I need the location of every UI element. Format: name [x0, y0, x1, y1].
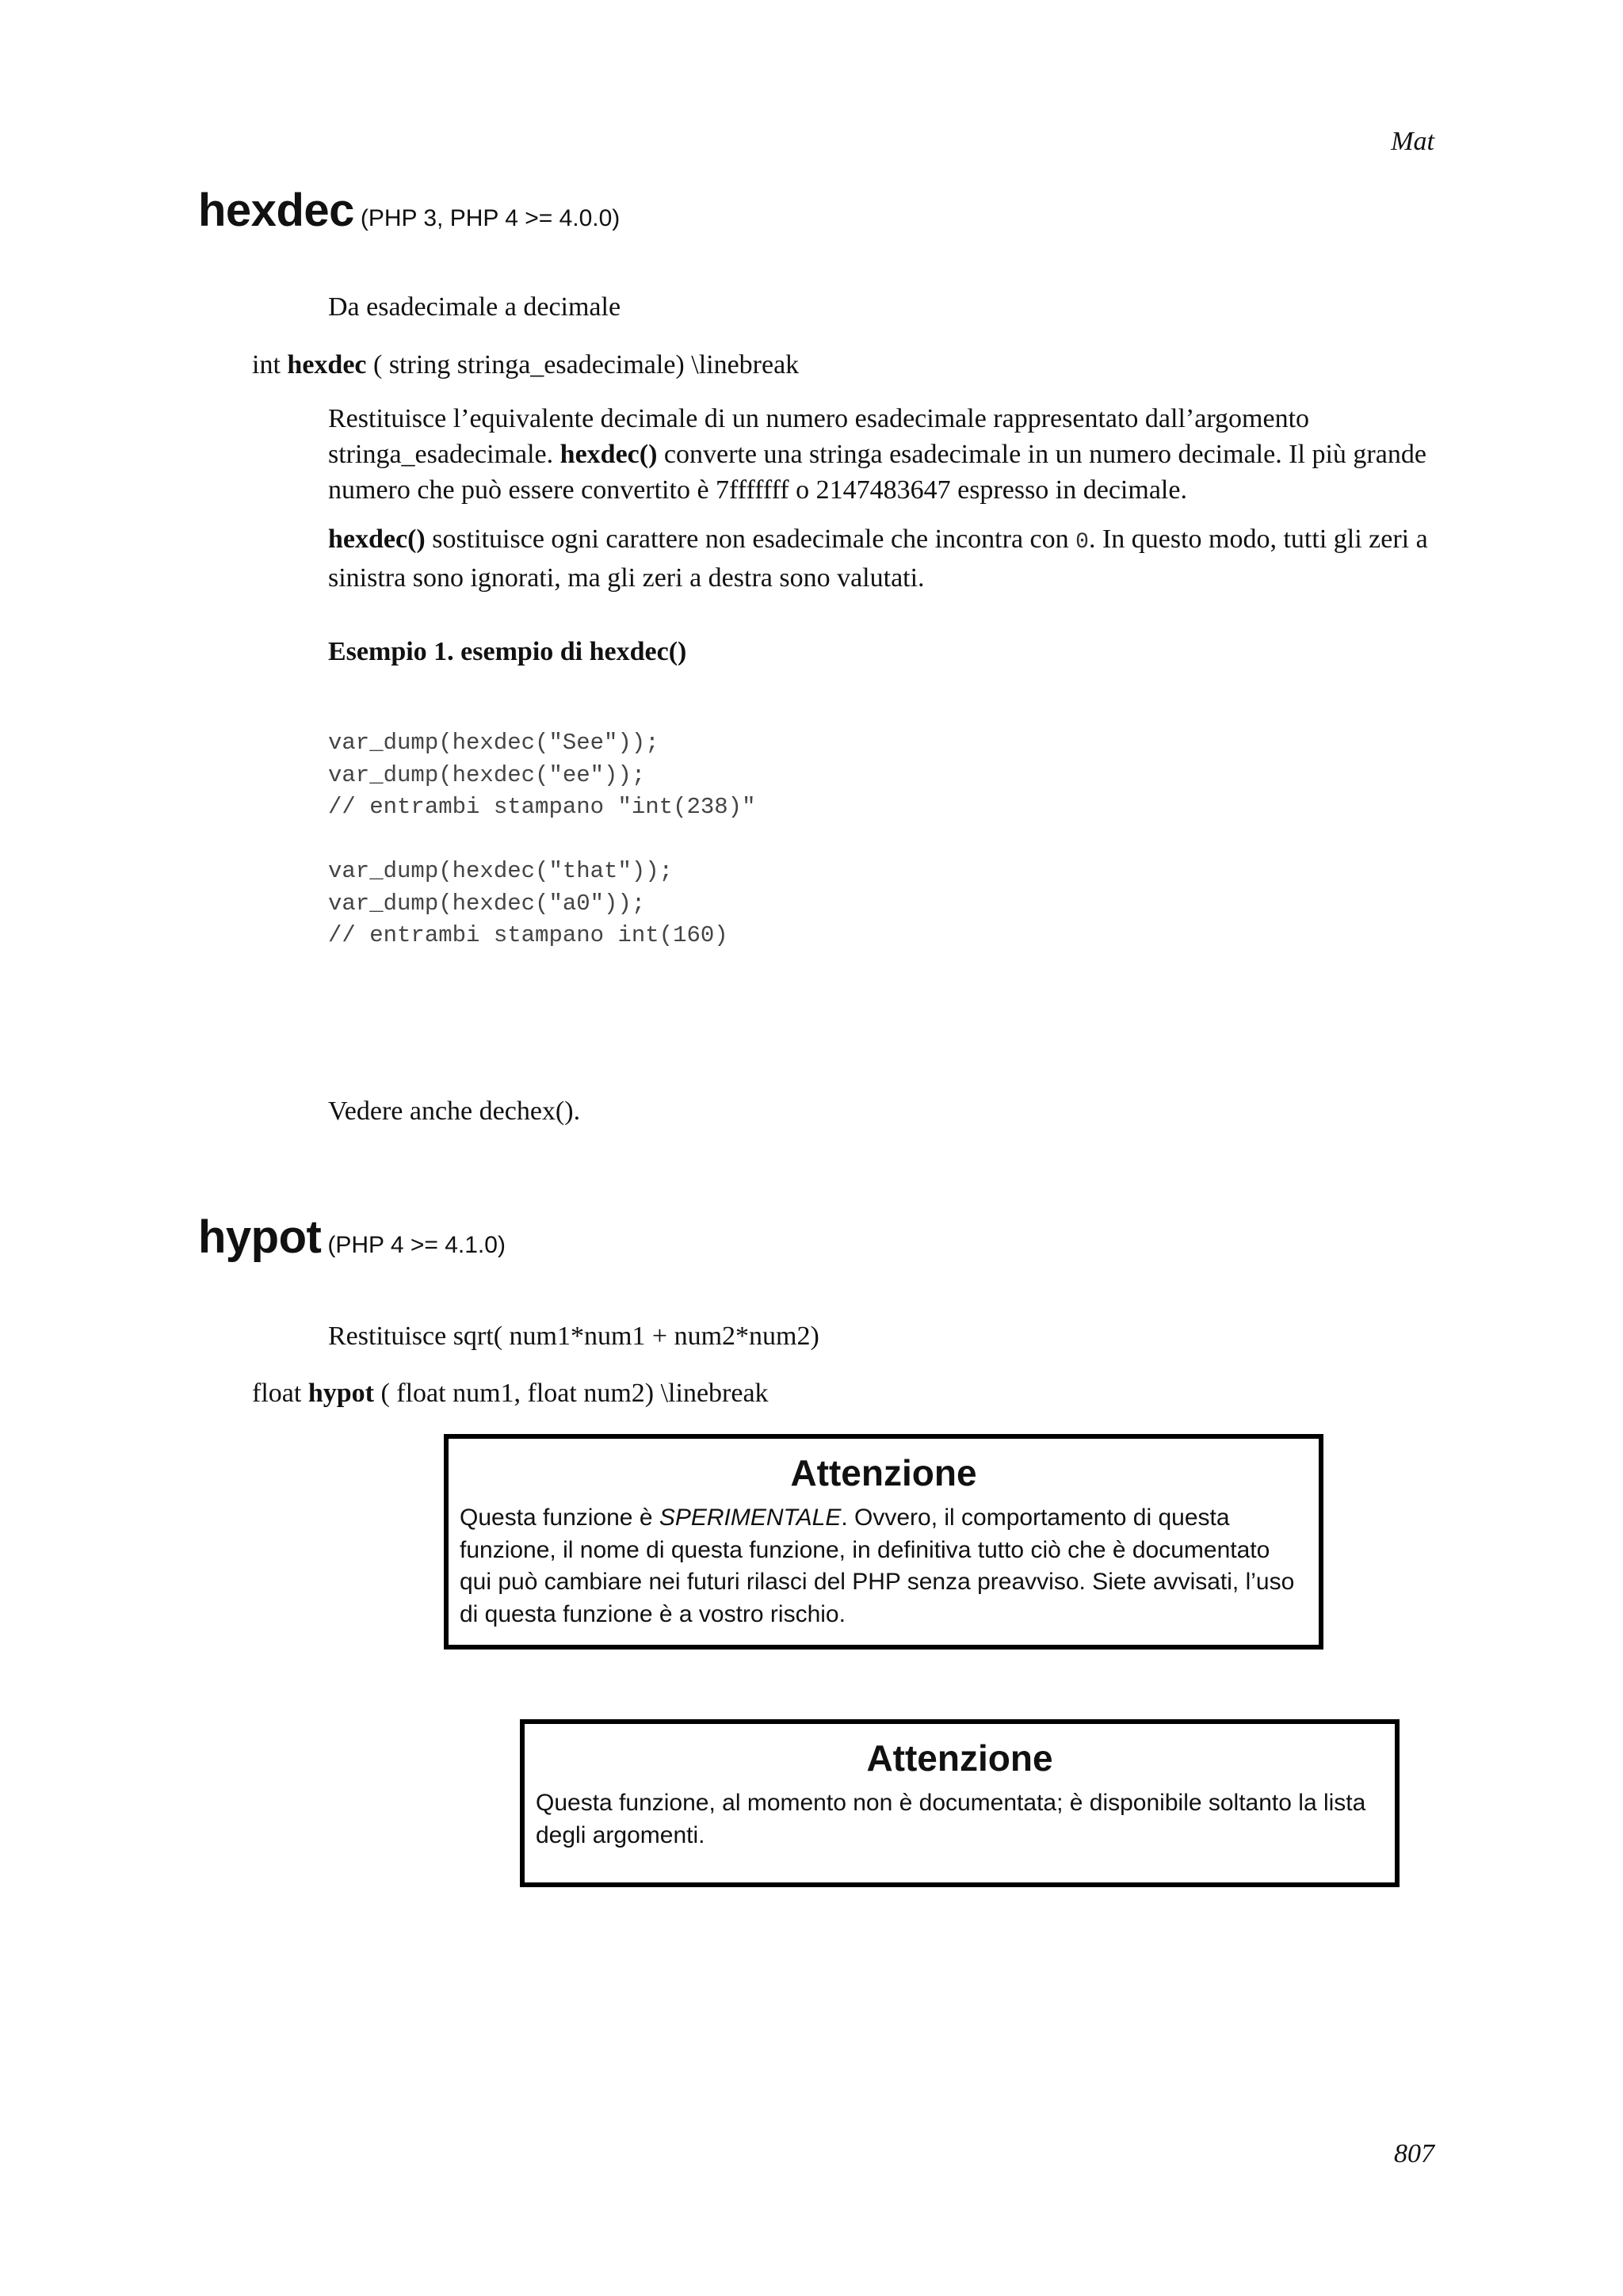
experimental-warning-title: Attenzione: [790, 1452, 977, 1493]
undocumented-warning-box: [520, 1719, 1400, 1887]
hypot-name: hypot: [198, 1211, 322, 1263]
hexdec-desc1-part2: converte una stringa esadecimale in un numero decimale. Il più grande numero che può essere convertito è 7fffffff o 2147483647 espresso in decimale.: [328, 440, 1426, 505]
undocumented-warning-text: Questa funzione, al momento non è documentata; è disponibile soltanto la lista degli argomenti.: [536, 1790, 1366, 1848]
hexdec-desc2-code: 0: [1075, 530, 1089, 555]
undocumented-warning-title: Attenzione: [866, 1737, 1053, 1779]
hexdec-description-1: [328, 401, 1438, 508]
hexdec-desc1-func: hexdec(): [559, 440, 658, 469]
hexdec-desc1-part1: Restituisce l’equivalente decimale di un numero esadecimale rappresentato dall’argomento stringa_esadecimale.: [328, 404, 1310, 469]
experimental-warning-text-part1: Questa funzione è: [460, 1505, 659, 1531]
hexdec-purpose: Da esadecimale a decimale: [328, 292, 621, 322]
hexdec-synopsis-name: hexdec: [287, 350, 367, 379]
hypot-synopsis-name: hypot: [307, 1379, 374, 1408]
hexdec-desc2-part1: sostituisce ogni carattere non esadecimale che incontra con: [425, 524, 1076, 554]
hexdec-desc2-func: hexdec(): [328, 524, 426, 554]
hexdec-desc2-part2: . In questo modo, tutti gli zeri a sinistra sono ignorati, ma gli zeri a destra sono valutati.: [328, 524, 1428, 593]
hypot-version: (PHP 4 >= 4.1.0): [327, 1232, 506, 1258]
hexdec-heading: [198, 184, 620, 237]
hexdec-synopsis: [252, 350, 799, 380]
hexdec-version: (PHP 3, PHP 4 >= 4.0.0): [360, 205, 621, 231]
hypot-return-type: float: [252, 1379, 302, 1408]
hexdec-example-title: Esempio 1. esempio di hexdec(): [328, 637, 687, 666]
hypot-purpose: Restituisce sqrt( num1*num1 + num2*num2): [328, 1322, 819, 1351]
hypot-synopsis-args: ( float num1, float num2) \linebreak: [380, 1379, 769, 1408]
hexdec-example-code: var_dump(hexdec("See")); var_dump(hexdec("ee")); // entrambi stampano "int(238)" var_dump(hexdec("that")); var_dump(hexdec("a0")); // entrambi stampano int(160): [328, 730, 756, 948]
hexdec-name: hexdec: [198, 185, 354, 236]
experimental-warning-box: [444, 1434, 1323, 1650]
hypot-heading: [198, 1211, 506, 1264]
experimental-warning-text: [449, 1494, 1319, 1630]
hypot-synopsis: [252, 1379, 769, 1409]
page-number: 807: [1394, 2139, 1434, 2168]
hexdec-return-type: int: [252, 350, 281, 379]
hexdec-synopsis-args: ( string stringa_esadecimale) \linebreak: [373, 350, 800, 379]
experimental-warning-keyword: SPERIMENTALE: [659, 1505, 842, 1531]
experimental-warning-text-part2: . Ovvero, il comportamento di questa funzione, il nome di questa funzione, in definitiva tutto ciò che è documentato qui può cambiare nei futuri rilasci del PHP senza preavviso. Siete avvisati, l’uso di questa funzione è a vostro rischio.: [460, 1505, 1295, 1627]
hexdec-description-2: [328, 521, 1438, 596]
hexdec-see-also: Vedere anche dechex().: [328, 1097, 581, 1126]
running-head: Mat: [1391, 127, 1434, 156]
